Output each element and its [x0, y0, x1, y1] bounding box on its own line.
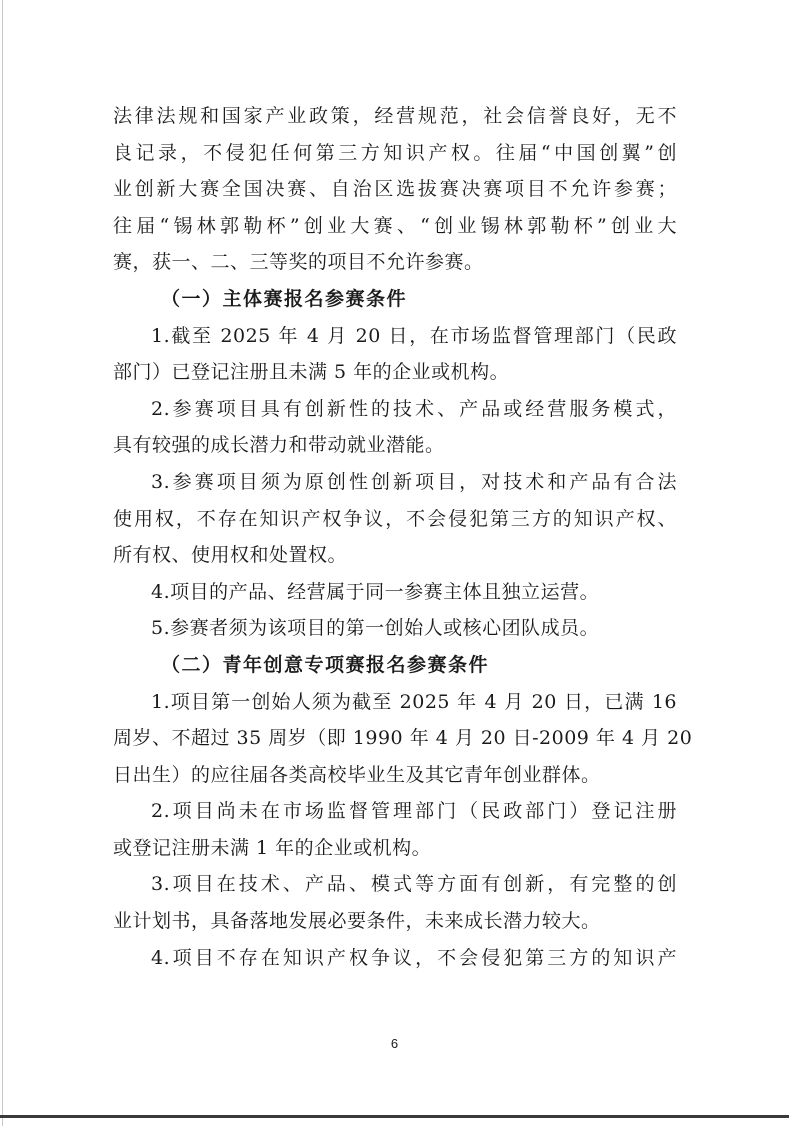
- body-text: [113, 98, 693, 976]
- list-item-line: 1.截至 2025 年 4 月 20 日，在市场监督管理部门（民政: [151, 324, 677, 347]
- list-item-line: 具有较强的成长潜力和带动就业潜能。: [113, 434, 445, 457]
- list-item-line: 日出生）的应往届各类高校毕业生及其它青年创业群体。: [113, 763, 601, 786]
- paragraph-line: 赛，获一、二、三等奖的项目不允许参赛。: [113, 251, 484, 274]
- list-item-line: 3.项目在技术、产品、模式等方面有创新，有完整的创: [151, 873, 677, 896]
- list-item-line: 4.项目不存在知识产权争议，不会侵犯第三方的知识产: [151, 946, 677, 969]
- list-item-line: 所有权、使用权和处置权。: [113, 544, 348, 567]
- list-item-line: 2.参赛项目具有创新性的技术、产品或经营服务模式，: [151, 397, 677, 420]
- list-item-line: 3.参赛项目须为原创性创新项目，对技术和产品有合法: [151, 470, 677, 493]
- list-item-line: 使用权，不存在知识产权争议，不会侵犯第三方的知识产权、: [113, 507, 677, 530]
- section-heading-main-track: （一）主体赛报名参赛条件: [161, 287, 408, 310]
- page-number: 6: [390, 1036, 399, 1051]
- scan-edge-bottom: [0, 1115, 789, 1118]
- list-item-line: 业计划书，具备落地发展必要条件，未来成长潜力较大。: [113, 910, 601, 933]
- section-heading-youth-track: （二）青年创意专项赛报名参赛条件: [161, 653, 490, 676]
- scan-edge-left: [2, 0, 3, 1126]
- list-item-line: 或登记注册未满 1 年的企业或机构。: [113, 836, 432, 859]
- list-item-line: 周岁、不超过 35 周岁（即 1990 年 4 月 20 日-2009 年 4 月 20: [113, 727, 693, 750]
- paragraph-line: 良记录，不侵犯任何第三方知识产权。往届“中国创翼”创: [113, 141, 677, 164]
- paragraph-line: 法律法规和国家产业政策，经营规范，社会信誉良好，无不: [113, 105, 677, 127]
- list-item-line: 部门）已登记注册且未满 5 年的企业或机构。: [113, 361, 510, 384]
- paragraph-line: 业创新大赛全国决赛、自治区选拔赛决赛项目不允许参赛；: [113, 178, 677, 201]
- list-item-line: 2.项目尚未在市场监督管理部门（民政部门）登记注册: [151, 800, 677, 823]
- list-item-line: 4.项目的产品、经营属于同一参赛主体且独立运营。: [151, 580, 600, 603]
- paragraph-line: 往届“锡林郭勒杯”创业大赛、“创业锡林郭勒杯”创业大: [113, 214, 677, 237]
- list-item-line: 1.项目第一创始人须为截至 2025 年 4 月 20 日，已满 16: [151, 690, 677, 713]
- list-item-line: 5.参赛者须为该项目的第一创始人或核心团队成员。: [151, 617, 600, 640]
